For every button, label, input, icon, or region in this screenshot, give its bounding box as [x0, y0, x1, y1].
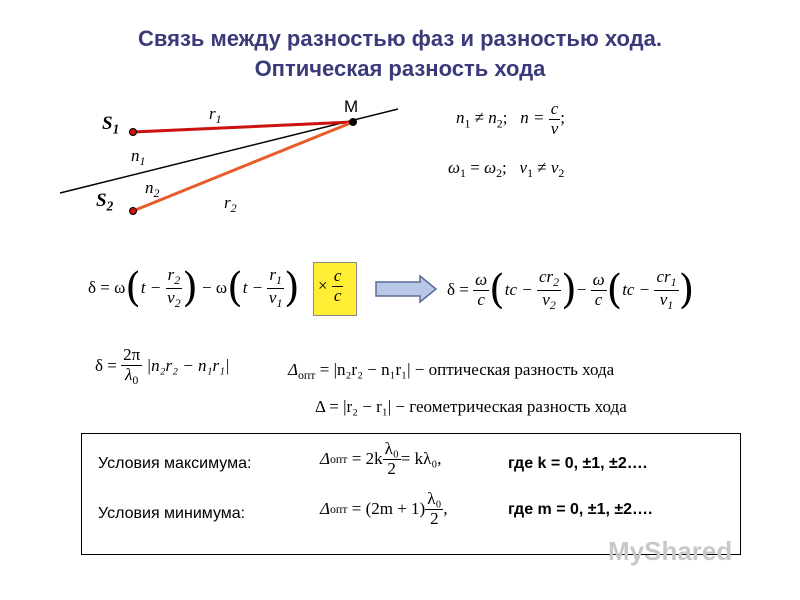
max-formula: Δ опт = 2k $\frac{\text{λ₀}}{2}$ = kλ₀, [320, 439, 442, 478]
multiplier: × $\frac{c}{c}$ [318, 266, 342, 305]
source-s2-dot [130, 208, 137, 215]
point-m-dot [349, 118, 357, 126]
min-label: Условия минимума: [98, 505, 246, 522]
min-formula: Δ опт = (2m + 1) $\frac{\text{λ₀}}{2}$ , [320, 489, 448, 528]
ray-r1 [133, 122, 353, 132]
label-n2: $n_2$ [145, 178, 160, 201]
label-m: M [344, 97, 359, 116]
optical-path-difference: $\Delta_{опт} = |n_2r_2 - n_1r_1|$ − оптическая разность хода [288, 360, 615, 383]
condition-n: $n_1 \ne n_2$; n = $\frac{c}{v}$ ; [456, 99, 565, 138]
label-r1: $r_1$ [209, 104, 222, 127]
label-s1: $S_1$ [102, 113, 120, 137]
condition-omega: $\omega_1 = \omega_2$; $v_1 \ne v_2$ [448, 158, 565, 181]
geometric-path-difference: Δ = |r₂ − r₁| − геометрическая разность хода [315, 397, 627, 416]
page-subtitle: Оптическая разность хода [254, 56, 546, 81]
label-s2: $S_2$ [96, 190, 114, 214]
page-title: Связь между разностью фаз и разностью хода. [137, 26, 662, 51]
label-r2: $r_2$ [224, 193, 237, 216]
phase-diff-formula: δ = ω ( t − $\frac{r_2}{v_2}$ ) − ω ( t − $\frac{r_1}{v_1}$ ) [88, 265, 300, 311]
max-label: Условия максимума: [98, 455, 252, 472]
source-s1-dot [130, 129, 137, 136]
max-where: где k = 0, ±1, ±2…. [508, 455, 648, 472]
phase-diff-formula-c: δ = $\frac{\omega}{c}$ ( tc − $\frac{cr_2}{v_2}$ ) − $\frac{\omega}{c}$ ( tc − $\frac{cr_1}{v_1}$ ) [447, 267, 695, 313]
min-where: где m = 0, ±1, ±2…. [508, 501, 653, 518]
arrow-icon [376, 276, 436, 302]
label-n1: $n_1$ [131, 146, 146, 169]
watermark-logo: MyShared [608, 536, 733, 566]
delta-formula: δ = $\frac{2\pi}{\lambda_0}$ |n₂r₂ − n₁r₁| [95, 345, 230, 387]
